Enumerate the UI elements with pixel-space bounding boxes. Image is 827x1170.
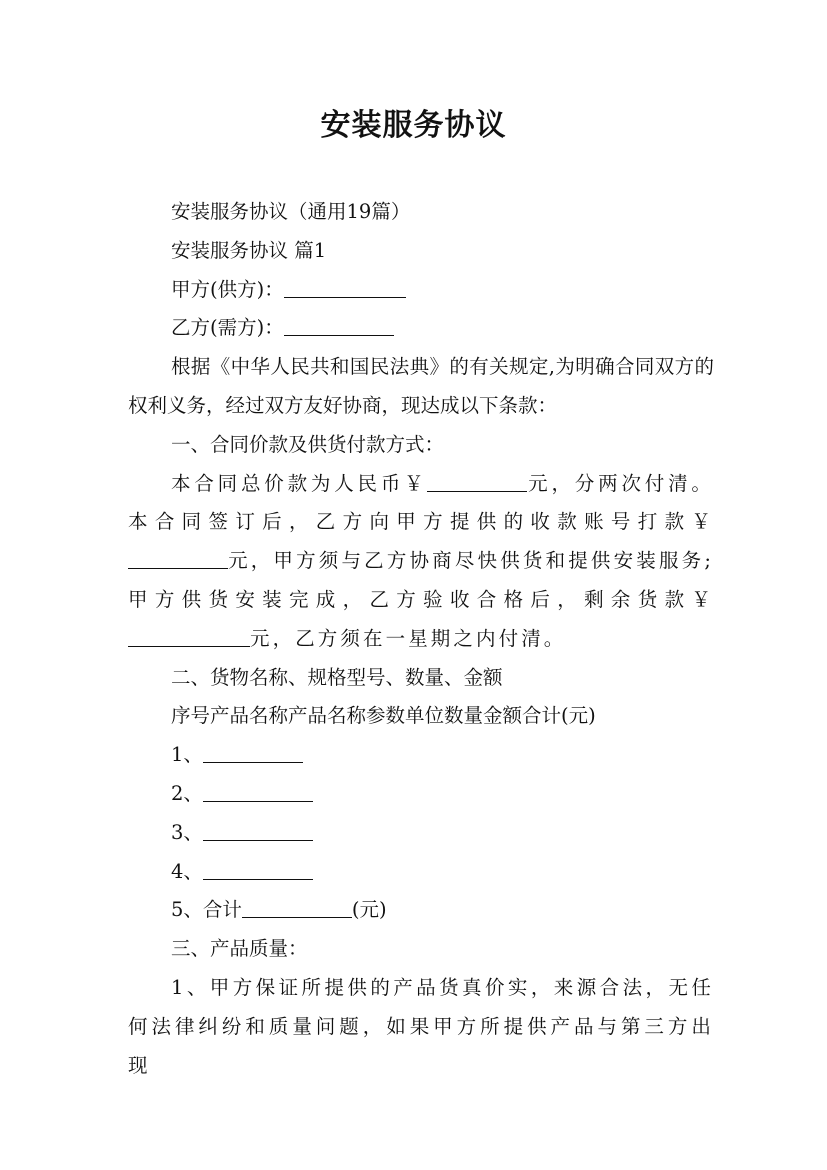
clause3-title: 三、产品质量：	[171, 937, 308, 961]
item-blank	[203, 742, 303, 763]
clause1-text-3: 元，甲方须与乙方协商尽快供货和提供安装服务;甲方供货安装完成，乙方验收合格后，剩余货款￥	[128, 549, 714, 611]
item-number: 3、	[171, 820, 203, 844]
party-b-line	[128, 309, 714, 348]
item-blank	[203, 780, 313, 801]
total-unit: (元)	[351, 898, 387, 922]
intro-paragraph: 根据《中华人民共和国民法典》的有关规定,为明确合同双方的权利义务，经过双方友好协商，现达成以下条款：	[128, 355, 714, 417]
document-title: 安装服务协议	[320, 108, 507, 143]
section-heading: 安装服务协议 篇1	[171, 238, 327, 262]
item-blank	[203, 819, 313, 840]
item-line	[128, 853, 714, 892]
table-header-line: 序号产品名称产品名称参数单位数量金额合计(元)	[171, 704, 596, 728]
clause2-title: 二、货物名称、规格型号、数量、金额	[171, 665, 503, 689]
party-b-label: 乙方(需方)：	[171, 316, 284, 340]
clause3-paragraph: 1、甲方保证所提供的产品货真价实，来源合法，无任何法律纠纷和质量问题，如果甲方所提供产品与第三方出现	[128, 975, 714, 1077]
party-a-blank	[284, 276, 406, 297]
total-blank	[242, 897, 352, 918]
item-blank	[203, 858, 313, 879]
first-payment-blank	[128, 548, 228, 569]
clause1-title: 一、合同价款及供货付款方式：	[171, 432, 445, 456]
subtitle: 安装服务协议（通用19篇）	[171, 200, 411, 223]
clause1-text-1: 本合同总价款为人民币￥	[171, 471, 428, 495]
clause1-text-2: 元，分两次付清。本合同签订后，乙方向甲方提供的收款账号打款￥	[128, 471, 714, 534]
item-number: 2、	[171, 781, 203, 805]
total-price-blank	[427, 470, 527, 491]
item-line	[128, 736, 714, 775]
clause1-text-4: 元，乙方须在一星期之内付清。	[250, 626, 567, 650]
document-body	[128, 193, 714, 1085]
party-a-label: 甲方(供方)：	[171, 277, 284, 301]
item-number: 1、	[171, 743, 203, 767]
item-line	[128, 814, 714, 853]
item-line	[128, 775, 714, 814]
party-b-blank	[284, 315, 394, 336]
item-number: 4、	[171, 859, 203, 883]
total-line	[128, 891, 714, 930]
balance-payment-blank	[128, 625, 250, 646]
clause1-paragraph	[128, 465, 714, 659]
total-label: 5、合计	[171, 898, 242, 922]
party-a-line	[128, 271, 714, 310]
